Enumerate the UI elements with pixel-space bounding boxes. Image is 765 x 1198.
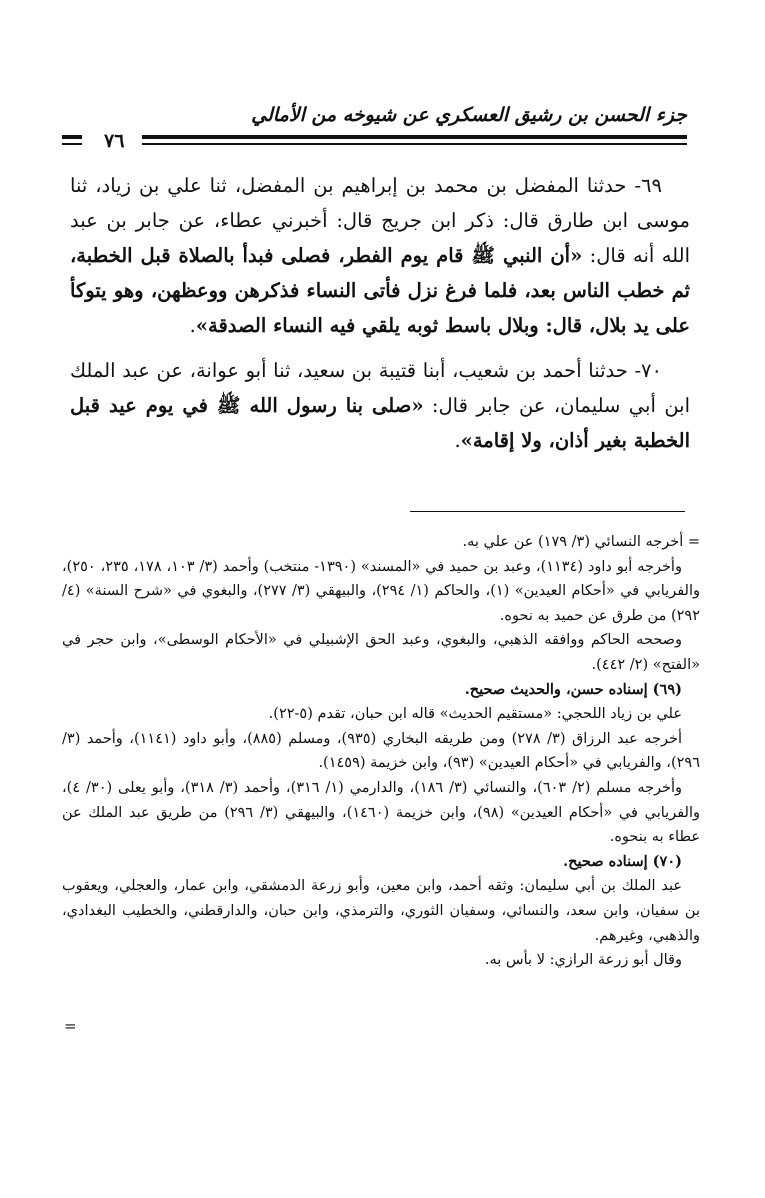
hadith-70 (70, 353, 690, 458)
footnote-divider (410, 511, 685, 512)
main-text (70, 168, 690, 468)
hadith-69-isnad: ٦٩- حدثنا المفضل بن محمد بن إبراهيم بن المفضل، ثنا علي بن زياد، ثنا موسى ابن طارق قال: ذكر ابن جريج قال: أخبرني عطاء، عن جابر بن عبد الله أنه قال: (70, 174, 691, 267)
footnote-line: وصححه الحاكم ووافقه الذهبي، والبغوي، وعبد الحق الإشبيلي في «الأحكام الوسطى»، وابن حجر في «الفتح» (٢/ ٤٤٢). (62, 632, 700, 673)
hadith-69 (70, 168, 690, 343)
header-rule-thin (62, 143, 687, 145)
continuation-mark: = (64, 1017, 77, 1035)
footnote-line: عبد الملك بن أبي سليمان: وثقه أحمد، وابن معين، وأبو زرعة الدمشقي، وابن عمار، والعجلي، ويعقوب بن سفيان، وابن سعد، والنسائي، وسفيان الثوري، والترمذي، وابن حبان، والدارقطني، والخطيب البغدادي، والذهبي، وغيرهم. (62, 878, 700, 944)
footnotes (62, 530, 700, 973)
footnote-line: = أخرجه النسائي (٣/ ١٧٩) عن علي به. (462, 534, 700, 550)
page-header (62, 104, 687, 154)
footnote-line: أخرجه عبد الرزاق (٣/ ٢٧٨) ومن طريقه البخاري (٩٣٥)، ومسلم (٨٨٥)، وأبو داود (١١٤١)، وأحمد (٣/ ٢٩٦)، والفريابي في «أحكام العيدين» (٩٣)، وابن خزيمة (١٤٥٩). (62, 730, 700, 772)
footnote-line: وقال أبو زرعة الرازي: لا بأس به. (484, 952, 682, 969)
footnote-line: وأخرجه أبو داود (١١٣٤)، وعبد بن حميد في «المسند» (١٣٩٠- منتخب) وأحمد (٣/ ١٠٣، ١٧٨، ٢٣٥، ٢٥٠)، والفريابي في «أحكام العيدين» (١)، والحاكم (١/ ٢٩٤)، والبيهقي (٣/ ٢٧٧)، والبغوي في «شرح السنة» (٤/ ٢٩٢) من طرق عن حميد به نحوه. (62, 558, 700, 624)
hadith-70-matn: «صلى بنا رسول الله ﷺ في يوم عيد قبل الخطبة بغير أذان، ولا إقامة» (70, 394, 690, 452)
hadith-70-end: . (454, 429, 461, 452)
footnote-heading-70: (٧٠) إسناده صحيح. (563, 852, 682, 870)
header-rule-thick (62, 135, 687, 139)
footnote-line: وأخرجه مسلم (٢/ ٦٠٣)، والنسائي (٣/ ١٨٦)، والدارمي (١/ ٣١٦)، وأحمد (٣/ ٣١٨)، وأبو يعلى (٣٠/ ٤)، والفريابي في «أحكام العيدين» (٩٨)، وابن خزيمة (١٤٦٠)، والبيهقي (٣/ ٢٩٦) من طريق عبد الملك عن عطاء به بنحوه. (62, 779, 700, 846)
hadith-69-end: . (189, 314, 196, 337)
footnote-heading-69: (٦٩) إسناده حسن، والحديث صحيح. (464, 680, 682, 698)
footnote-line: علي بن زياد اللحجي: «مستقيم الحديث» قاله ابن حبان، تقدم (٥-٢٢). (268, 706, 682, 723)
hadith-70-isnad: ٧٠- حدثنا أحمد بن شعيب، أبنا قتيبة بن سعيد، ثنا أبو عوانة، عن عبد الملك ابن أبي سليمان، عن جابر قال: (70, 359, 691, 417)
hadith-69-matn: «أن النبي ﷺ قام يوم الفطر، فصلى فبدأ بالصلاة قبل الخطبة، ثم خطب الناس بعد، فلما فرغ نزل فأتى النساء فذكرهن ووعظهن، وهو يتوكأ على يد بلال، قال: وبلال باسط ثوبه يلقي فيه النساء الصدقة» (70, 244, 690, 337)
running-title: جزء الحسن بن رشيق العسكري عن شيوخه من الأمالي (251, 104, 687, 126)
page-number: ٧٦ (104, 130, 125, 152)
